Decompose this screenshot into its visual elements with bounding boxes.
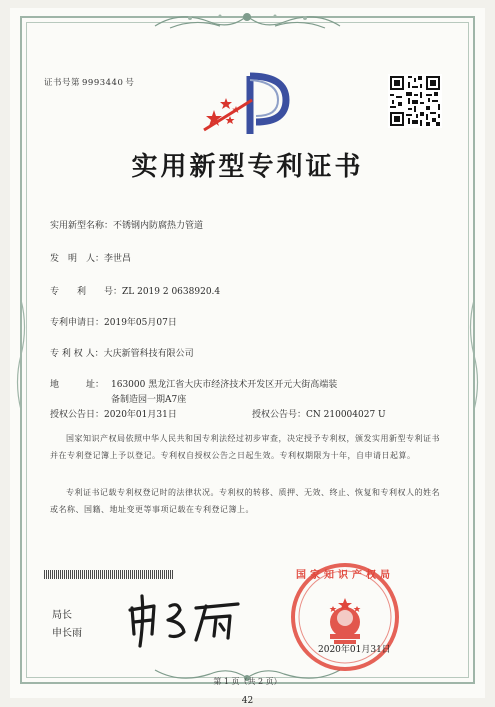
certificate-number-label: 证书号第: [44, 78, 81, 88]
page-number: 42: [241, 696, 254, 706]
top-ornament-icon: [150, 8, 345, 34]
certificate-title: 实用新型专利证书: [131, 152, 364, 182]
inventor-label: 发 明 人：: [50, 254, 105, 264]
certificate-number-value: 9993440: [82, 78, 124, 88]
inventor-value: 李世昌: [104, 254, 132, 264]
filing-date-value: 2019年05月07日: [104, 318, 177, 328]
qr-code-icon: [388, 74, 442, 128]
seal-text-ring: [288, 560, 402, 674]
signatory-title: 局长: [52, 610, 72, 621]
certificate-number-suffix: 号: [125, 78, 135, 88]
page-indicator: 第 1 页（共 2 页）: [213, 677, 282, 686]
patentee-value: 大庆新管科技有限公司: [103, 349, 194, 359]
grant-statement-paragraph: 国家知识产权局依照中华人民共和国专利法经过初步审查，决定授予专利权，颁发实用新型专利证书并在专利登记簿上予以登记。专利权自授权公告之日起生效。专利权期限为十年，自申请日起算。: [50, 434, 440, 460]
patentee-label: 专 利 权 人：: [50, 349, 104, 359]
certificate-number: [44, 76, 136, 88]
field-inventor: [50, 251, 131, 264]
filing-date-label: 专利申请日：: [50, 318, 105, 328]
signatory-name: 申长雨: [52, 628, 82, 639]
field-patentee: [50, 346, 194, 359]
field-grant-number: [252, 407, 386, 420]
grant-number-label: 授权公告号：: [252, 410, 307, 420]
address-line-1: 163000 黑龙江省大庆市经济技术开发区开元大街高端装: [111, 380, 338, 390]
grant-date-value: 2020年01月31日: [104, 410, 177, 420]
field-utility-model-name: [50, 218, 203, 231]
field-grant-date: [50, 407, 177, 420]
security-stripe: [44, 570, 174, 579]
address-line-2: 备制造园一期A7座: [111, 395, 187, 405]
address-line-2-row: [111, 392, 186, 405]
right-ornament-icon: [467, 300, 481, 410]
address-label: 地 址：: [50, 380, 105, 390]
field-patent-number: [50, 284, 220, 297]
grant-date-label: 授权公告日：: [50, 410, 105, 420]
left-ornament-icon: [14, 300, 28, 410]
patent-number-value: ZL 2019 2 0638920.4: [122, 287, 221, 297]
utility-model-name-label: 实用新型名称：: [50, 221, 114, 231]
field-address: [50, 377, 337, 390]
legal-status-paragraph: 专利证书记载专利权登记时的法律状况。专利权的转移、质押、无效、终止、恢复和专利权人的姓名或名称、国籍、地址变更等事项记载在专利登记簿上。: [50, 488, 440, 514]
field-filing-date: [50, 315, 177, 328]
seal-text: 国家知识产权局: [296, 570, 394, 581]
seal-date: 2020年01月31日: [318, 645, 391, 655]
patent-number-label: 专 利 号：: [50, 287, 123, 297]
patent-office-logo-icon: [200, 70, 296, 140]
handwritten-signature-icon: [120, 588, 260, 648]
grant-number-value: CN 210004027 U: [306, 410, 386, 420]
utility-model-name-value: 不锈钢内防腐热力管道: [113, 221, 204, 231]
